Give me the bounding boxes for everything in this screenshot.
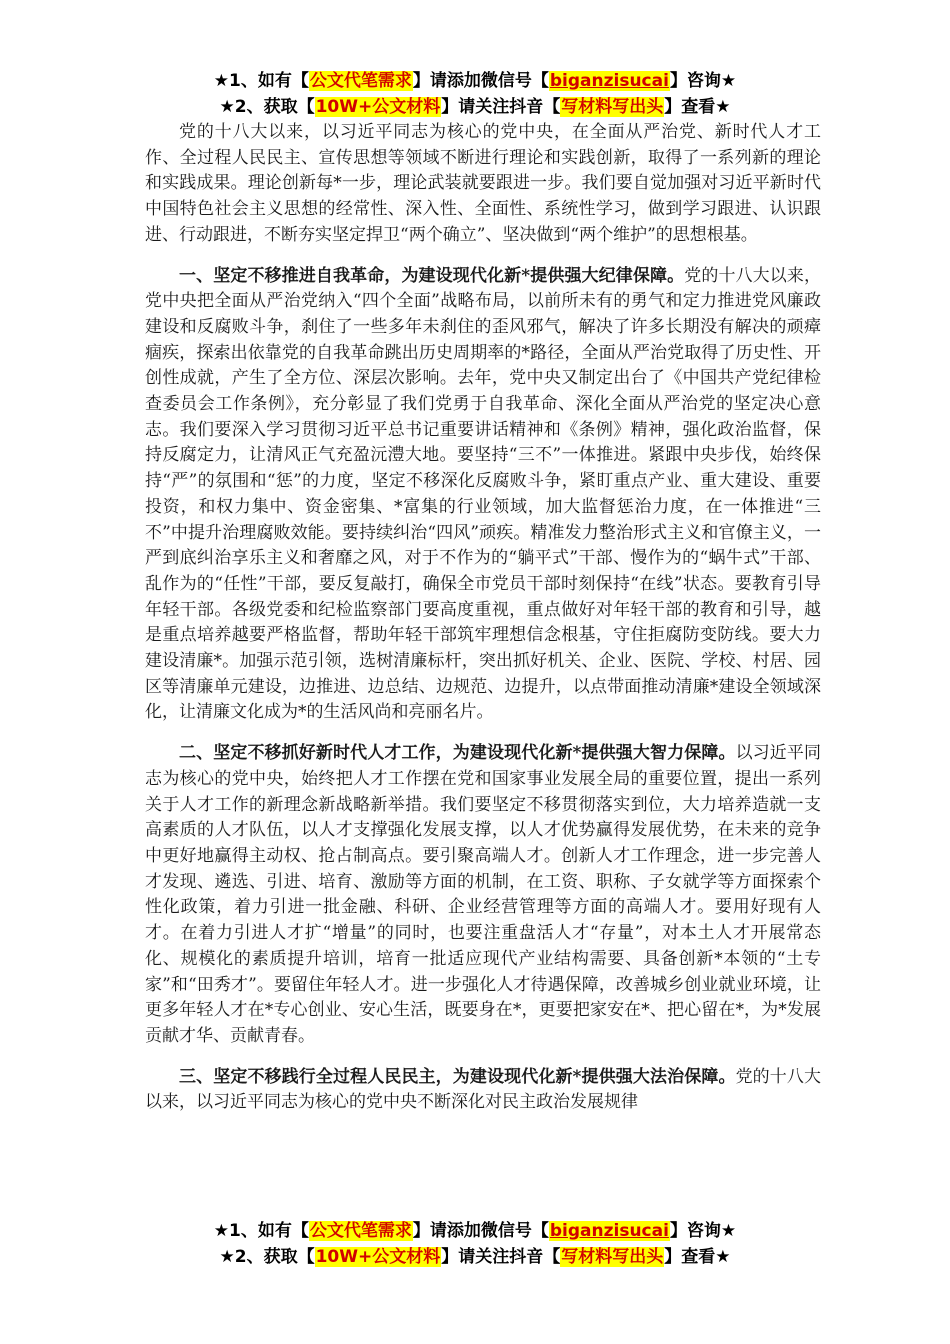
highlight-douyin-account: 写材料写出头 xyxy=(561,97,664,117)
intro-paragraph: 党的十八大以来，以习近平同志为核心的党中央，在全面从严治党、新时代人才工作、全过程人民民主、宣传思想等领域不断进行理论和实践创新，取得了一系列新的理论和实践成果。理论创新每*一步，理论武装就要跟进一步。我们要自觉加强对习近平新时代中国特色社会主义思想的经常性、深入性、全面性、系统性学习，做到学习跟进、认识跟进、行动跟进，不断夯实坚定捍卫“两个确立”、坚决做到“两个维护”的思想根基。 xyxy=(145,122,821,245)
highlight-materials: 10W+公文材料 xyxy=(315,97,441,117)
highlight-wechat-id: biganzisucai xyxy=(549,1221,669,1241)
section-heading-3: 三、坚定不移践行全过程人民民主，为建设现代化新*提供强大法治保障。 xyxy=(179,1066,736,1087)
section-paragraph-1 xyxy=(145,264,821,727)
highlight-materials: 10W+公文材料 xyxy=(315,1247,441,1267)
highlight-service: 公文代笔需求 xyxy=(309,1221,412,1241)
highlight-douyin-account: 写材料写出头 xyxy=(561,1247,664,1267)
section-heading-2: 二、坚定不移抓好新时代人才工作，为建设现代化新*提供强大智力保障。 xyxy=(179,743,736,764)
section-paragraph-2 xyxy=(145,741,821,1049)
section-paragraph-3 xyxy=(145,1065,821,1116)
section-text-3: 党的十八大以来，以习近平同志为核心的党中央不断深化对民主政治发展规律 xyxy=(145,1066,822,1113)
ad-footer-line-2: ★2、获取【10W+公文材料】请关注抖音【写材料写出头】查看★ xyxy=(219,1247,731,1267)
highlight-wechat-id: biganzisucai xyxy=(549,71,669,91)
section-text-2: 以习近平同志为核心的党中央，始终把人才工作摆在党和国家事业发展全局的重要位置，提出一系列关于人才工作的新理念新战略新举措。我们要坚定不移贯彻落实到位，大力培养造就一支高素质的人才队伍，以人才支撑强化发展支撑，以人才优势赢得发展优势，在未来的竞争中更好地赢得主动权、抢占制高点。要引聚高端人才。创新人才工作理念，进一步完善人才发现、遴选、引进、培育、激励等方面的机制，在工资、职称、子女就学等方面探索个性化政策，着力引进一批金融、科研、企业经营管理等方面的高端人才。要用好现有人才。在着力引进人才扩“增量”的同时，也要注重盘活人才“存量”，对本土人才开展常态化、规模化的素质提升培训，培育一批适应现代产业结构需要、具备创新*本领的“土专家”和“田秀才”。要留住年轻人才。进一步强化人才待遇保障，改善城乡创业就业环境，让更多年轻人才在*专心创业、安心生活，既要身在*，更要把家安在*、把心留在*，为*发展贡献才华、贡献青春。 xyxy=(145,743,822,1046)
section-text-1: 党的十八大以来，党中央把全面从严治党纳入“四个全面”战略布局，以前所未有的勇气和定力推进党风廉政建设和反腐败斗争，刹住了一些多年未刹住的歪风邪气，解决了许多长期没有解决的顽瘴痼疾，探索出依靠党的自我革命跳出历史周期率的*路径，全面从严治党取得了历史性、开创性成就，产生了全方位、深层次影响。去年，党中央又制定出台了《中国共产党纪律检查委员会工作条例》，充分彰显了我们党勇于自我革命、深化全面从严治党的坚定决心意志。我们要深入学习贯彻习近平总书记重要讲话精神和《条例》精神，强化政治监督，保持反腐定力，让清风正气充盈沅澧大地。要坚持“三不”一体推进。紧跟中央步伐，始终保持“严”的氛围和“惩”的力度，坚定不移深化反腐败斗争，紧盯重点产业、重大建设、重要投资，和权力集中、资金密集、*富集的行业领域，加大监督惩治力度，在一体推进“三不”中提升治理腐败效能。要持续纠治“四风”顽疾。精准发力整治形式主义和官僚主义，一严到底纠治享乐主义和奢靡之风，对于不作为的“躺平式”干部、慢作为的“蜗牛式”干部、乱作为的“任性”干部，要反复敲打，确保全市党员干部时刻保持“在线”状态。要教育引导年轻干部。各级党委和纪检监察部门要高度重视，重点做好对年轻干部的教育和引导，越是重点培养越要严格监督，帮助年轻干部筑牢理想信念根基，守住拒腐防变防线。要大力建设清廉*。加强示范引领，选树清廉标杆，突出抓好机关、企业、医院、学校、村居、园区等清廉单元建设，边推进、边总结、边规范、边提升，以点带面推动清廉*建设全领域深化，让清廉文化成为*的生活风尚和亮丽名片。 xyxy=(145,265,822,723)
article-body xyxy=(145,120,821,1116)
highlight-service: 公文代笔需求 xyxy=(309,71,412,91)
ad-footer-line-1: ★1、如有【公文代笔需求】请添加微信号【biganzisucai】咨询★ xyxy=(213,1221,737,1241)
section-heading-1: 一、坚定不移推进自我革命，为建设现代化新*提供强大纪律保障。 xyxy=(179,265,685,286)
ad-header-line-2: ★2、获取【10W+公文材料】请关注抖音【写材料写出头】查看★ xyxy=(219,97,731,117)
ad-header-line-1: ★1、如有【公文代笔需求】请添加微信号【biganzisucai】咨询★ xyxy=(213,71,737,91)
